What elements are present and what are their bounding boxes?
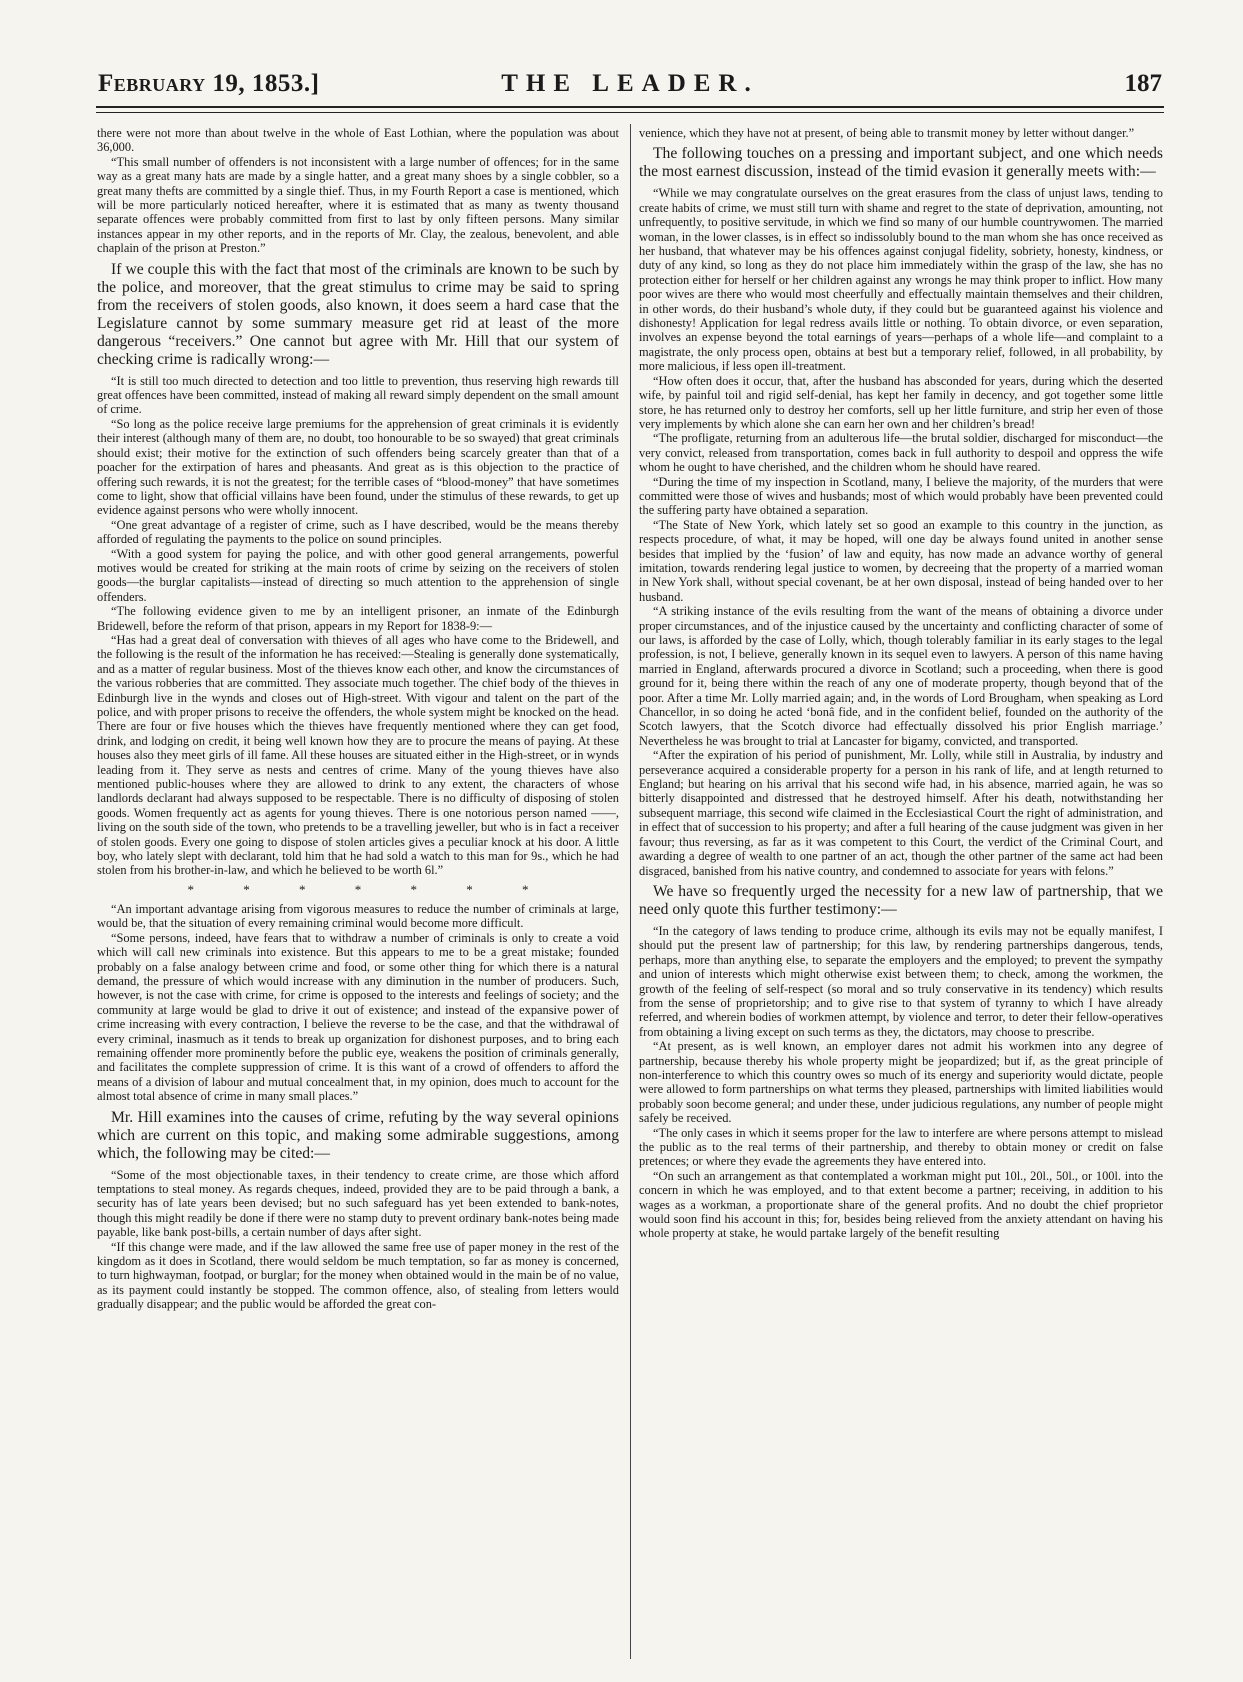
quote-paragraph: “While we may congratulate ourselves on the great erasures from the class of unjust laws, tending to create habits of crime, we must still turn with shame and regret to the state of deprivation, amounting, not unfrequently, to positive servitude, in which we find so many of our humble countrywomen. The married woman, in the lower classes, is in effect so indissolubly bound to the man whom she has once received as her husband, that whatever may be his offences against conjugal fidelity, sobriety, honesty, kindness, or duty of any kind, so long as they do not place him immediately within the grasp of the law, she has no protection either for herself or her children against any wrongs he may think proper to inflict. How many poor wives are there who would most cheerfully and effectually maintain themselves and their children, in other words, do their husband’s whole duty, if they could but be guaranteed against his violence and dishonesty! Application for legal redress avails little or nothing. To obtain divorce, or even separation, involves an expense beyond the total earnings of years—perhaps of a whole life—and complaint to a magistrate, the only process open, obtains at best but a temporary relief, followed, in all probability, by more malicious, if less open ill-treatment.	[639, 186, 1163, 374]
quote-paragraph: “The profligate, returning from an adulterous life—the brutal soldier, discharged for misconduct—the very convict, released from transportation, comes back in full authority to despoil and oppress the wife whom he ought to have cherished, and the children whom he should have reared.	[639, 431, 1163, 475]
quote-paragraph: “During the time of my inspection in Scotland, many, I believe the majority, of the murders that were committed were those of wives and husbands; most of which would probably have been prevented could the suffering party have obtained a separation.	[639, 474, 1163, 518]
body-paragraph: We have so frequently urged the necessity for a new law of partnership, that we need only quote this further testimony:—	[639, 882, 1163, 918]
quote-paragraph: “An important advantage arising from vigorous measures to reduce the number of criminals at large, would be, that the situation of every remaining criminal would become more difficult.	[97, 901, 619, 931]
issue-date: February 19, 1853.]	[98, 70, 320, 97]
left-column	[97, 126, 619, 1312]
quote-paragraph: “How often does it occur, that, after the husband has absconded for years, during which the deserted wife, by painful toil and rigid self-denial, has kept her family in decency, and got together some little store, he has returned only to destroy her comforts, sell up her little furniture, and strip her even of those very implements by which alone she can earn her own and her children’s bread!	[639, 373, 1163, 431]
quote-paragraph: “The only cases in which it seems proper for the law to interfere are where persons attempt to mislead the public as to the real terms of their partnership, and thereby to obtain money or credit on false pretences; or where they evade the agreements they have entered into.	[639, 1125, 1163, 1169]
quote-paragraph: “With a good system for paying the police, and with other good general arrangements, powerful motives would be created for striking at the main roots of crime by seizing on the receivers of stolen goods—the burglar capitalists—instead of directing so much attention to the apprehension of single offenders.	[97, 546, 619, 604]
right-column	[639, 126, 1163, 1241]
quote-paragraph: “At present, as is well known, an employer dares not admit his workmen into any degree of partnership, because thereby his whole property might be jeopardized; but if, as the great principle of non-interference to which this country owes so much of its energy and superiority would dictate, people were allowed to form partnerships on what terms they pleased, partnerships with limited liabilities would probably soon become general; and under these, under judicious regulations, any number of people might safely be received.	[639, 1039, 1163, 1126]
quote-paragraph: “The following evidence given to me by an intelligent prisoner, an inmate of the Edinburgh Bridewell, before the reform of that prison, appears in my Report for 1838-9:—	[97, 604, 619, 633]
quote-paragraph: “If this change were made, and if the law allowed the same free use of paper money in the rest of the kingdom as it does in Scotland, there would seldom be much temptation, so far as money is concerned, to turn highwayman, footpad, or burglar; for the money when obtained would in the main be of no value, as its payment could instantly be stopped. The common offence, also, of stealing from letters would gradually disappear; and the public would be afforded the great con-	[97, 1239, 619, 1312]
quote-paragraph: there were not more than about twelve in the whole of East Lothian, where the population was about 36,000.	[97, 126, 619, 155]
quote-paragraph: “A striking instance of the evils resulting from the want of the means of obtaining a divorce under proper circumstances, and of the injustice caused by the uncertainty and conflicting character of some of our laws, is afforded by the case of Lolly, which, though tolerably familiar in its early stages to the legal profession, is not, I believe, generally known in its sequel even to lawyers. A person of this name having married in England, afterwards procured a divorce in Scotland; such a proceeding, when there is good ground for it, being there within the reach of any one of moderate property, though beyond that of the poor. After a time Mr. Lolly married again; and, in the words of Lord Brougham, when speaking as Lord Chancellor, in so doing he acted ‘bonâ fide, and in the confident belief, founded on the authority of the Scotch lawyers, that the Scotch divorce had effectually dissolved his prior English marriage.’ Nevertheless he was brought to trial at Lancaster for bigamy, convicted, and transported.	[639, 604, 1163, 748]
body-paragraph: If we couple this with the fact that most of the criminals are known to be such by the police, and moreover, that the great stimulus to crime may be said to spring from the receivers of stolen goods, also known, it does seem a hard case that the Legislature cannot by some summary measure get rid at least of the more dangerous “receivers.” One cannot but agree with Mr. Hill that our system of checking crime is radically wrong:—	[97, 260, 619, 368]
column-divider	[630, 124, 631, 1659]
body-paragraph: The following touches on a pressing and important subject, and one which needs the most earnest discussion, instead of the timid evasion it generally meets with:—	[639, 145, 1163, 181]
quote-paragraph: “This small number of offenders is not inconsistent with a large number of offences; for in the same way as a great many hats are made by a single hatter, and a great many shoes by a single cobbler, so a great many thefts are committed by a single thief. Thus, in my Fourth Report a case is mentioned, which will be more particularly noticed hereafter, where it is estimated that as many as twenty thousand separate offences were probably committed from first to last by only fifteen persons. Many similar instances appear in my other reports, and in the reports of Mr. Clay, the zealous, benevolent, and able chaplain of the prison at Preston.”	[97, 154, 619, 256]
quote-paragraph: “It is still too much directed to detection and too little to prevention, thus reserving high rewards till great offences have been committed, instead of making all reward simply dependent on the small amount of crime.	[97, 373, 619, 417]
quote-paragraph: venience, which they have not at present, of being able to transmit money by letter without danger.”	[639, 126, 1135, 140]
header-rule	[96, 106, 1164, 113]
page-header	[98, 70, 1162, 102]
quote-paragraph: “Some of the most objectionable taxes, in their tendency to create crime, are those which afford temptations to steal money. As regards cheques, indeed, provided they are to be paid through a bank, a security has of late years been devised; but no such safeguard has yet been extended to bank-notes, though this might readily be done if there were no stamp duty to prevent ordinary bank-notes being made payable, like bank post-bills, a certain number of days after sight.	[97, 1167, 619, 1240]
quote-paragraph: “In the category of laws tending to produce crime, although its evils may not be equally manifest, I should put the present law of partnership; for this law, by rendering partnerships dangerous, tends, perhaps, more than anything else, to separate the employers and the employed; to prevent the sympathy and union of interests which might otherwise exist between them; to check, among the workmen, the growth of the feeling of self-respect (so moral and so truly conservative in its tendency) which results from the sense of proprietorship; and to give rise to that system of tyranny to which I have already referred, and wherein bodies of workmen attempt, by violence and terror, to deter their fellow-operatives from obtaining a living except on such terms as they, the dictators, may choose to prescribe.	[639, 923, 1163, 1039]
quote-paragraph: “Has had a great deal of conversation with thieves of all ages who have come to the Bridewell, and the following is the result of the information he has received:—Stealing is generally done systematically, and as a matter of regular business. Most of the thieves know each other, and know the circumstances of the various robberies that are committed. They associate much together. The chief body of the thieves in Edinburgh live in the wynds and closes out of High-street. With vigour and talent on the part of the police, and with proper prisons to receive the offenders, the whole system might be knocked on the head. There are four or five houses which the thieves have frequently mentioned where they can get food, drink, and lodging on credit, it being well known how they are to procure the means of paying. At these houses also they meet girls of ill fame. All these houses are situated either in the High-street, or in wynds leading from it. They serve as nests and centres of crime. Many of the young thieves have also mentioned public-houses where they are allowed to drink to any extent, the characters of whose landlords declarant had always supposed to be respectable. There is no difficulty of disposing of stolen goods. Women frequently act as agents for young thieves. There is one notorious person named ——, living on the south side of the town, who pretends to be a travelling jeweller, but who is in fact a receiver of stolen goods. Every one going to dispose of stolen articles gives a peculiar knock at his door. A little boy, who lately slept with declarant, told him that he had sold a watch to this man for 9s., which he had stolen from his brother-in-law, and which he believed to be worth 6l.”	[97, 632, 619, 878]
quote-paragraph: “So long as the police receive large premiums for the apprehension of great criminals it is evidently their interest (although many of them are, no doubt, too honourable to be so swayed) that great criminals should exist; their motive for the extinction of such offenders being scarcely greater than that of a poacher for the extirpation of hares and pheasants. And great as is this objection to the practice of offering such rewards, it is not the greatest; for the terrible cases of “blood-money” that have sometimes come to light, show that official villains have been found, under the stimulus of these rewards, to get up evidence against persons who were wholly innocent.	[97, 416, 619, 518]
quote-paragraph: “After the expiration of his period of punishment, Mr. Lolly, while still in Australia, by industry and perseverance acquired a considerable property for a person in his rank of life, and at length returned to England; but hearing on his arrival that his second wife had, in his absence, married again, he was so bitterly disappointed and distressed that he destroyed himself. After his death, notwithstanding her subsequent marriage, this second wife claimed in the Ecclesiastical Court the right of administration, and in effect that of succession to his property; and after a full hearing of the cause judgment was given in her favour; thus reversing, as far as it was competent to this Court, the verdict of the Criminal Court, and awarding a degree of wealth to one partner of an act, though the other partner of the same act had been disgraced, banished from his native country, and condemned to associate for years with felons.”	[639, 748, 1163, 878]
quote-paragraph: “On such an arrangement as that contemplated a workman might put 10l., 20l., 50l., or 100l. into the concern in which he was employed, and to that extent become a partner; receiving, in addition to his wages as a workman, a proportionate share of the general profits. And no doubt the chief proprietor would soon find his account in this; for, besides being relieved from the anxiety attendant on having his whole property at stake, he would partake largely of the benefit resulting	[639, 1168, 1163, 1241]
quote-paragraph: “One great advantage of a register of crime, such as I have described, would be the means thereby afforded of regulating the payments to the police on sound principles.	[97, 517, 619, 547]
quote-paragraph: “Some persons, indeed, have fears that to withdraw a number of criminals is only to create a void which will call new criminals into existence. But this appears to me to be a great mistake; founded probably on a false analogy between crime and food, or some other thing for which there is a natural demand, the pressure of which would increase with any diminution in the number of producers. Such, however, is not the case with crime, for crime is opposed to the interests and feelings of society; and the community at large would be glad to drive it out of existence; and instead of the expansive power of crime increasing with every contraction, I believe the reverse to be the case, and that the withdrawal of every criminal, inasmuch as it tends to break up organization for dishonest purposes, and to bring each remaining offender more prominently before the public eye, weakens the position of criminals generally, and facilitates the complete suppression of crime. It is this want of a crowd of offenders to afford the means of a division of labour and mutual concealment that, in my opinion, does much to account for the almost total absence of crime in many small places.”	[97, 930, 619, 1104]
quote-paragraph: “The State of New York, which lately set so good an example to this country in the junction, as respects procedure, of what, it may be hoped, will one day be always found united in another sense besides that implied by the ‘fusion’ of law and equity, has now made an advance worthy of general imitation, towards rendering legal justice to women, by decreeing that the property of a married woman in New York shall, without special covenant, be at her own disposal, instead of being handed over to her husband.	[639, 517, 1163, 604]
page-number: 187	[1124, 70, 1162, 97]
section-break-stars: * * * * * * *	[187, 881, 529, 897]
body-paragraph: Mr. Hill examines into the causes of crime, refuting by the way several opinions which are current on this topic, and making some admirable suggestions, among which, the following may be cited:—	[97, 1108, 619, 1162]
masthead-title: THE LEADER.	[501, 70, 759, 97]
